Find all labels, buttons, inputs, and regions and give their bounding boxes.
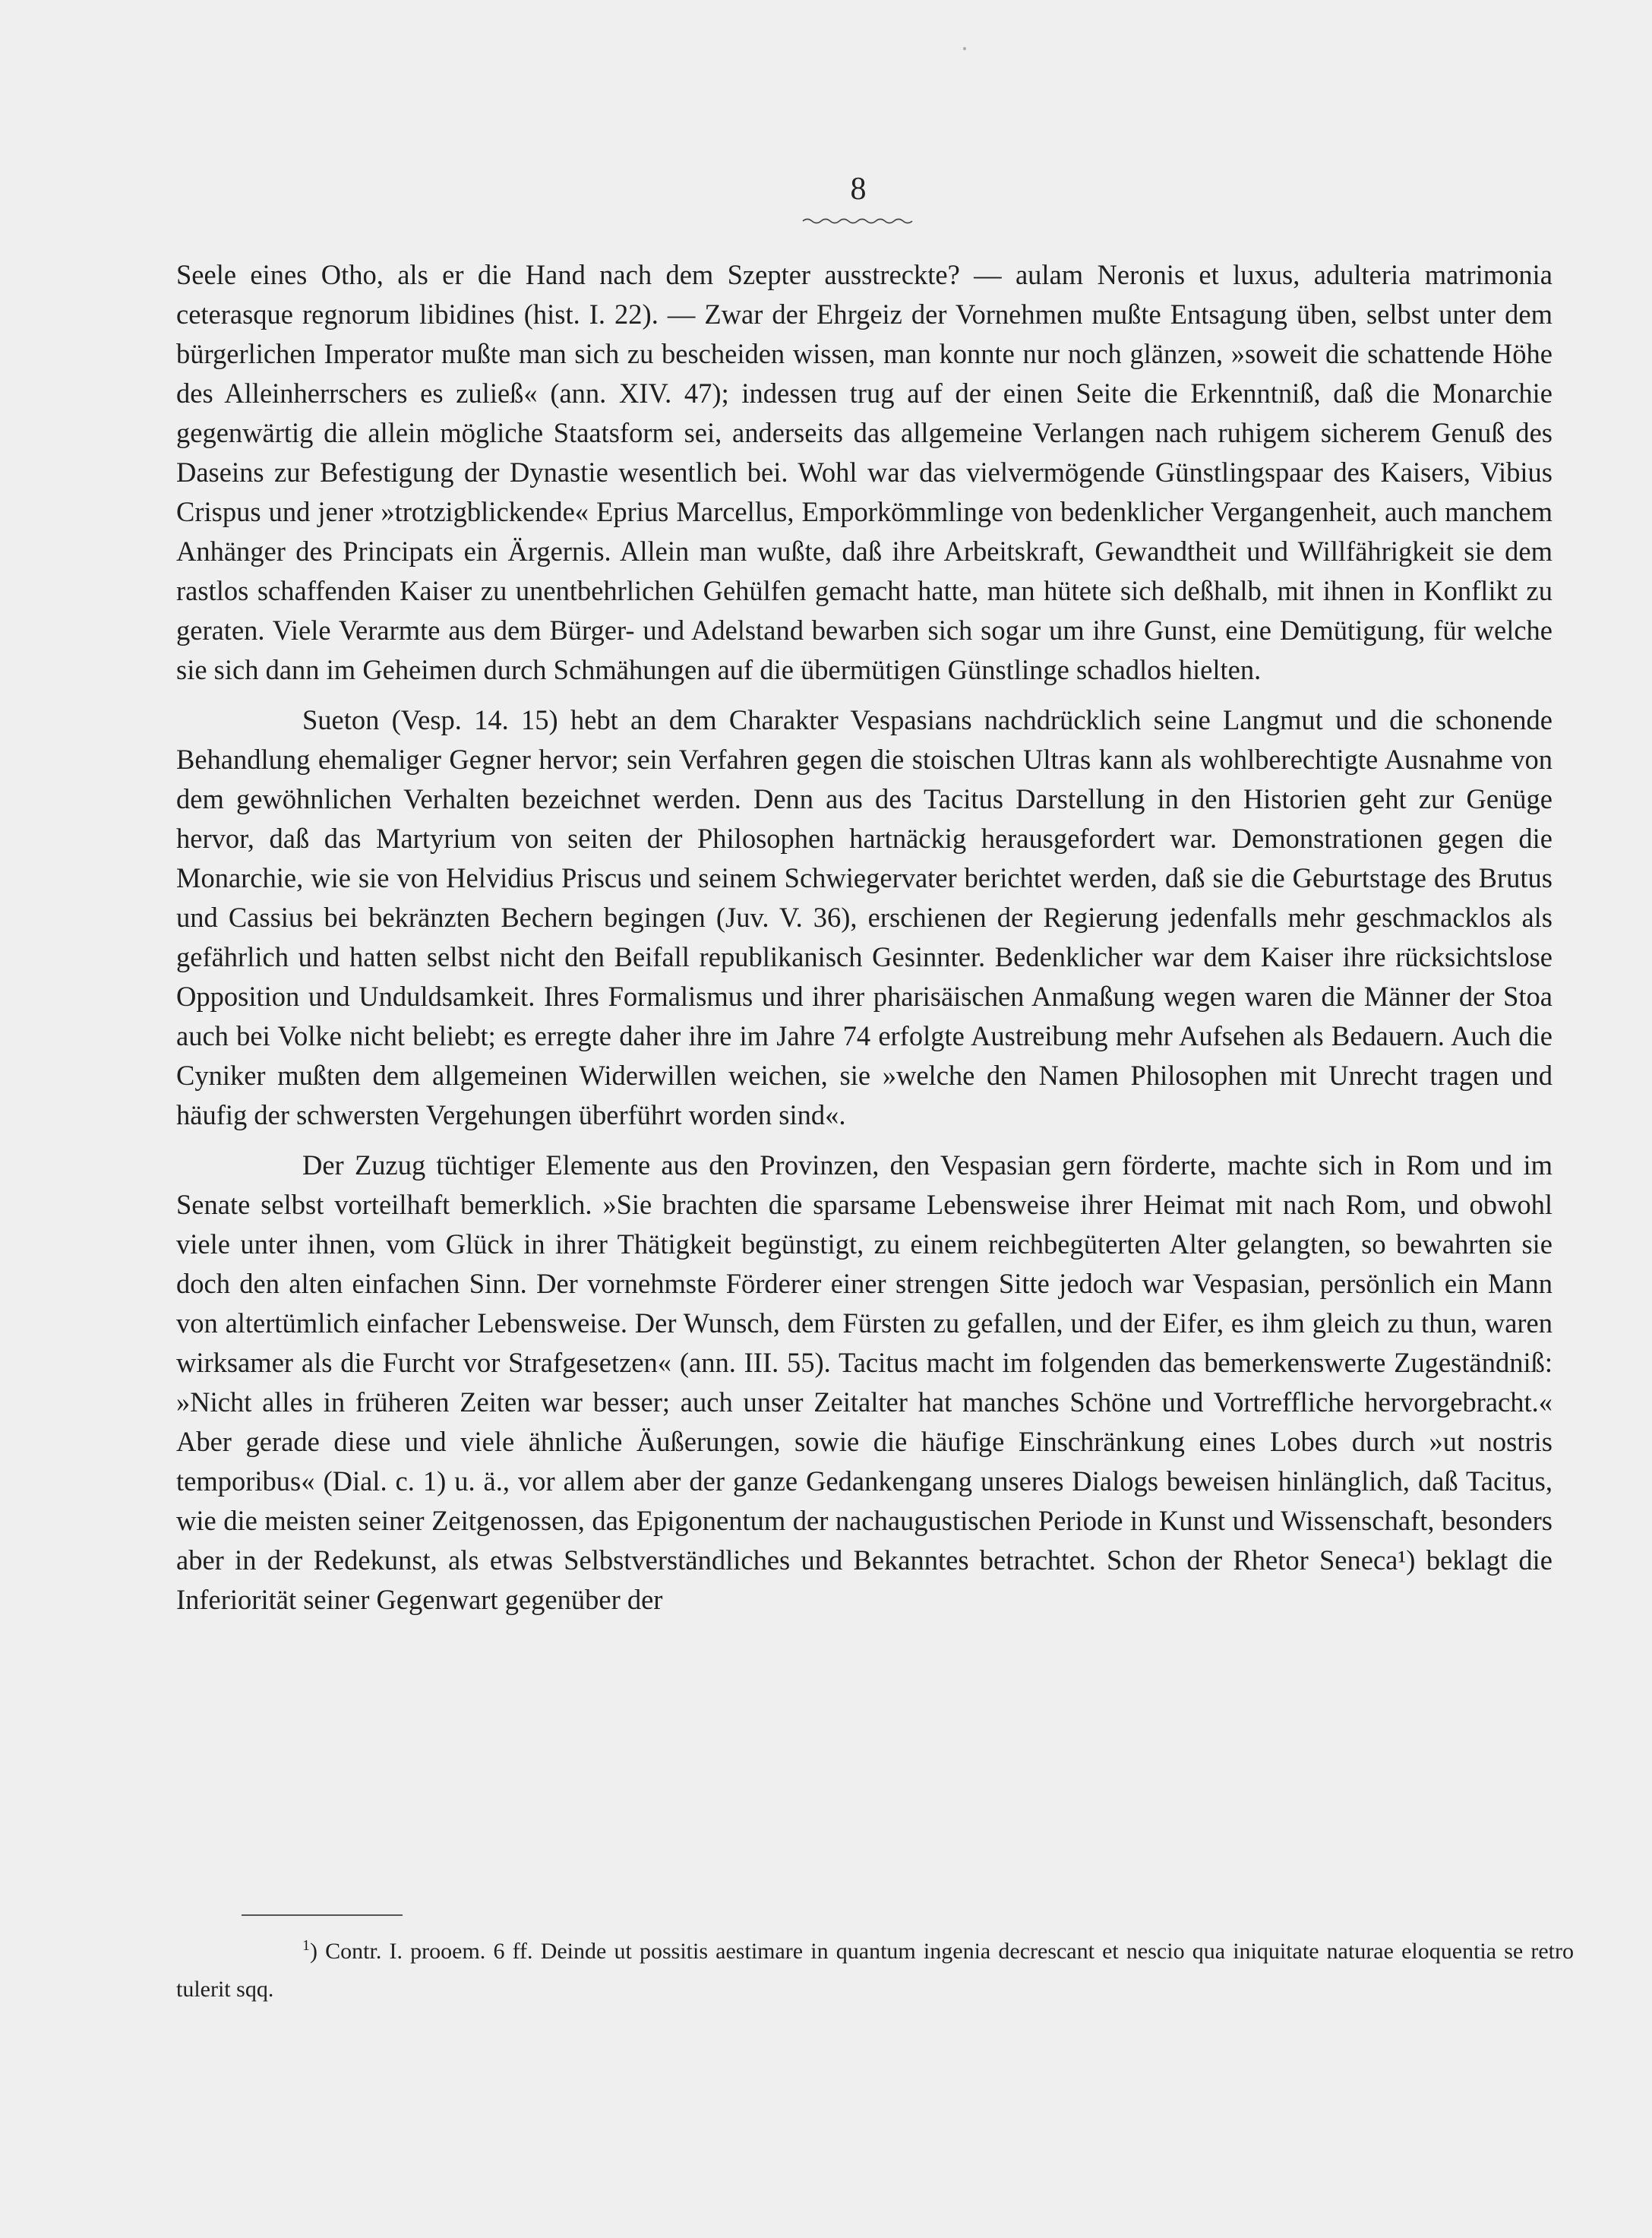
page-number: 8 — [850, 172, 867, 207]
footnotes — [176, 1933, 1574, 2009]
paragraph-3: Der Zuzug tüchtiger Elemente aus den Provinzen, den Vespasian gern förderte, machte sich in Rom und im Senate selbst vorteilhaft bemerklich. »Sie brachten die sparsame Lebensweise ihrer Heimat mit nach Rom, und obwohl viele unter ihnen, vom Glück in ihrer Thätigkeit begünstigt, zu einem reichbegüterten Alter gelangten, so bewahrten sie doch den alten einfachen Sinn. Der vornehmste Förderer einer strengen Sitte jedoch war Vespasian, persönlich ein Mann von altertümlich einfacher Lebensweise. Der Wunsch, dem Fürsten zu gefallen, und der Eifer, es ihm gleich zu thun, waren wirksamer als die Furcht vor Strafgesetzen« (ann. III. 55). Tacitus macht im folgenden das bemerkenswerte Zugeständniß: »Nicht alles in früheren Zeiten war besser; auch unser Zeitalter hat manches Schöne und Vortreffliche hervorgebracht.« Aber gerade diese und viele ähnliche Äußerungen, sowie die häufige Einschränkung eines Lobes durch »ut nostris temporibus« (Dial. c. 1) u. ä., vor allem aber der ganze Gedankengang unseres Dialogs beweisen hinlänglich, daß Tacitus, wie die meisten seiner Zeitgenossen, das Epigonentum der nachaugustischen Periode in Kunst und Wissenschaft, besonders aber in der Redekunst, als etwas Selbstverständliches und Bekanntes betrachtet. Schon der Rhetor Seneca¹) beklagt die Inferiorität seiner Gegenwart gegenüber der — [176, 1149, 1553, 1615]
page-number-ornament — [801, 216, 915, 226]
footnote-1 — [176, 1933, 1574, 2009]
footnote-mark: 1 — [302, 1937, 310, 1954]
body-text — [176, 255, 1553, 1620]
footnote-text: ) Contr. I. prooem. 6 ff. Deinde ut possitis aestimare in quantum ingenia decrescant et nescio qua iniquitate naturae eloquentia se retro tulerit sqq. — [176, 1939, 1574, 2002]
paragraph-1: Seele eines Otho, als er die Hand nach dem Szepter ausstreckte? — aulam Neronis et luxus, adulteria matrimonia ceterasque regnorum libidines (hist. I. 22). — Zwar der Ehrgeiz der Vornehmen mußte Entsagung üben, selbst unter dem bürgerlichen Imperator mußte man sich zu bescheiden wissen, man konnte nur noch glänzen, »soweit die schattende Höhe des Alleinherrschers es zuließ« (ann. XIV. 47); indessen trug auf der einen Seite die Erkenntniß, daß die Monarchie gegenwärtig die allein mögliche Staatsform sei, anderseits das allgemeine Verlangen nach ruhigem sicherem Genuß des Daseins zur Befestigung der Dynastie wesentlich bei. Wohl war das vielvermögende Günstlingspaar des Kaisers, Vibius Crispus und jener »trotzigblickende« Eprius Marcellus, Emporkömmlinge von bedenklicher Vergangenheit, auch manchem Anhänger des Principats ein Ärgernis. Allein man wußte, daß ihre Arbeitskraft, Gewandtheit und Willfährigkeit sie dem rastlos schaffenden Kaiser zu unentbehrlichen Gehülfen gemacht hatte, man hütete sich deßhalb, mit ihnen in Konflikt zu geraten. Viele Verarmte aus dem Bürger- und Adelstand bewarben sich sogar um ihre Gunst, eine Demütigung, für welche sie sich dann im Geheimen durch Schmähungen auf die übermütigen Günstlinge schadlos hielten. — [176, 259, 1553, 685]
paragraph-2: Sueton (Vesp. 14. 15) hebt an dem Charakter Vespasians nachdrücklich seine Langmut und die schonende Behandlung ehemaliger Gegner hervor; sein Verfahren gegen die stoischen Ultras kann als wohlberechtigte Ausnahme von dem gewöhnlichen Verhalten bezeichnet werden. Denn aus des Tacitus Darstellung in den Historien geht zur Genüge hervor, daß das Martyrium von seiten der Philosophen hartnäckig herausgefordert war. Demonstrationen gegen die Monarchie, wie sie von Helvidius Priscus und seinem Schwiegervater berichtet werden, daß sie die Geburtstage des Brutus und Cassius bei bekränzten Bechern begingen (Juv. V. 36), erschienen der Regierung jedenfalls mehr geschmacklos als gefährlich und hatten selbst nicht den Beifall republikanisch Gesinnter. Bedenklicher war dem Kaiser ihre rücksichtslose Opposition und Unduldsamkeit. Ihres Formalismus und ihrer pharisäischen Anmaßung wegen waren die Männer der Stoa auch bei Volke nicht beliebt; es erregte daher ihre im Jahre 74 erfolgte Austreibung mehr Aufsehen als Bedauern. Auch die Cyniker mußten dem allgemeinen Widerwillen weichen, sie »welche den Namen Philosophen mit Unrecht tragen und häufig der schwersten Vergehungen überführt worden sind«. — [176, 704, 1553, 1130]
footnote-divider — [242, 1914, 403, 1916]
scan-speck — [963, 47, 966, 50]
